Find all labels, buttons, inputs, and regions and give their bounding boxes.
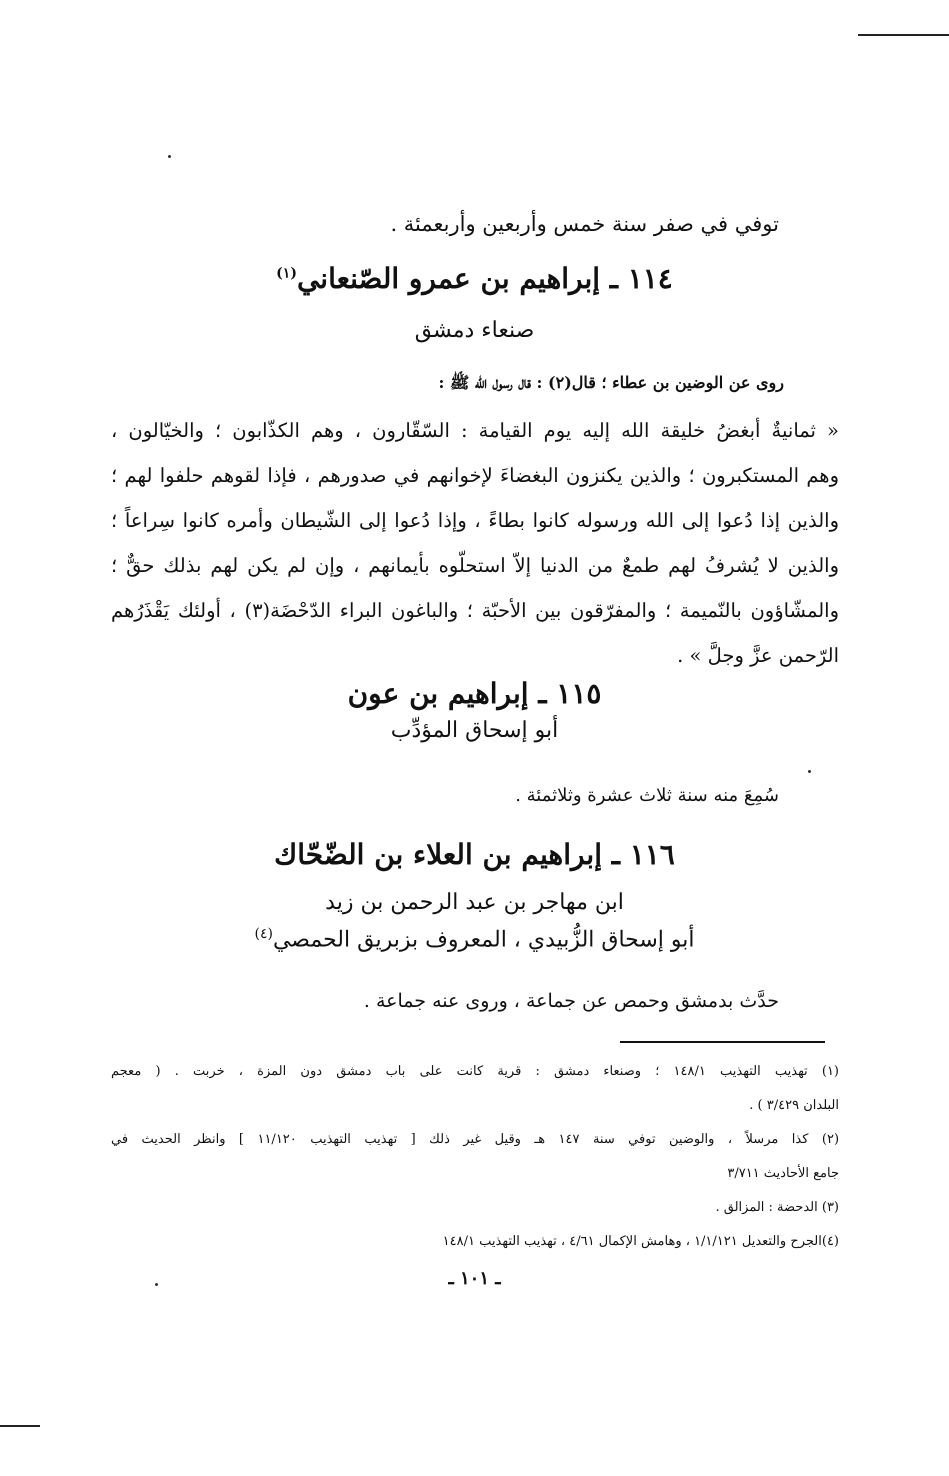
hadith-text	[111, 408, 839, 678]
entry-116-title: ١١٦ ـ إبراهيم بن العلاء بن الضّحّاك	[274, 838, 675, 871]
hadith-line: وهم المستكبرون ؛ والذين يكنزون البغضاءَ لإخوانهم في صدورهم ، فإذا لقوهم حلفوا لهم ؛	[111, 464, 839, 487]
hadith-line: والذين لا يُشرفُ لهم طمعٌ من الدنيا إلاّ استحلّوه بأيمانهم ، وإن لم يكن لهم بذلك حقٌّ ؛	[111, 554, 839, 577]
riwaya-line: روى عن الوضين بن عطاء ؛ قال(٢) : قال رسول الله ﷺ :	[438, 373, 784, 392]
footnote-separator	[620, 1041, 825, 1043]
footnotes	[111, 1055, 839, 1259]
scan-speck	[168, 155, 171, 158]
intro-line: توفي في صفر سنة خمس وأربعين وأربعمئة .	[390, 212, 779, 236]
scan-speck	[808, 770, 811, 773]
haddatha-line: حدَّث بدمشق وحمص عن جماعة ، وروى عنه جماعة .	[363, 990, 779, 1012]
footnote-ref-4: (٤)	[254, 926, 273, 942]
scan-edge-line	[0, 1425, 40, 1427]
entry-116-subtitle: ابن مهاجر بن عبد الرحمن بن زيد	[325, 890, 624, 915]
footnote-ref-1: (١)	[276, 265, 297, 282]
footnote-line: (٣) الدحضة : المزالق .	[715, 1200, 839, 1215]
entry-115-subtitle: أبو إسحاق المؤدِّب	[390, 718, 559, 743]
sami-line: سُمِعَ منه سنة ثلاث عشرة وثلاثمئة .	[515, 785, 779, 806]
entry-116-subtitle	[0, 926, 949, 952]
footnote-line: جامع الأحاديث ٣/٧١١	[727, 1166, 839, 1181]
hadith-line: والذين إذا دُعوا إلى الله ورسوله كانوا بطاءً ، وإذا دُعوا إلى الشّيطان وأمره كانوا سِراعاً ؛	[111, 509, 839, 532]
entry-115-title: ١١٥ ـ إبراهيم بن عون	[347, 677, 602, 710]
entry-114-title	[0, 262, 949, 295]
hadith-line: « ثمانيةٌ أبغضُ خليقة الله إليه يوم القيامة : السّقّارون ، وهم الكذّابون ؛ والخيّالون ،	[111, 419, 839, 442]
hadith-line: والمشّاؤون بالنّميمة ؛ والمفرّقون بين الأحبّة ؛ والباغون البراء الدّحْضَة(٣) ، أولئك يَقْذَرُهم	[111, 599, 839, 622]
page-number: ـ ١٠١ ـ	[448, 1268, 501, 1289]
hadith-line: الرّحمن عزَّ وجلَّ » .	[677, 644, 839, 667]
footnote-line: البلدان ٣/٤٢٩ ) .	[749, 1098, 839, 1113]
footnote-line: (١) تهذيب التهذيب ١٤٨/١ ؛ وصنعاء دمشق : قرية كانت على باب دمشق دون المزة ، خربت . ( معجم	[111, 1064, 839, 1079]
footnote-line: (٢) كذا مرسلاً ، والوضين توفي سنة ١٤٧ هـ وقيل غير ذلك [ تهذيب التهذيب ١١/١٢٠ ] وانظر الحديث في	[111, 1132, 839, 1147]
footnote-line: (٤)الجرح والتعديل ١/١/١٢١ ، وهامش الإكمال ٤/٦١ ، تهذيب التهذيب ١٤٨/١	[442, 1234, 839, 1249]
entry-114-subtitle: صنعاء دمشق	[414, 318, 535, 343]
entry-114-title-text: ١١٤ ـ إبراهيم بن عمرو الصّنعاني	[296, 262, 673, 295]
entry-116-subtitle-text: أبو إسحاق الزُّبيدي ، المعروف بزبريق الحمصي	[272, 927, 695, 953]
scan-edge-line	[858, 34, 949, 36]
